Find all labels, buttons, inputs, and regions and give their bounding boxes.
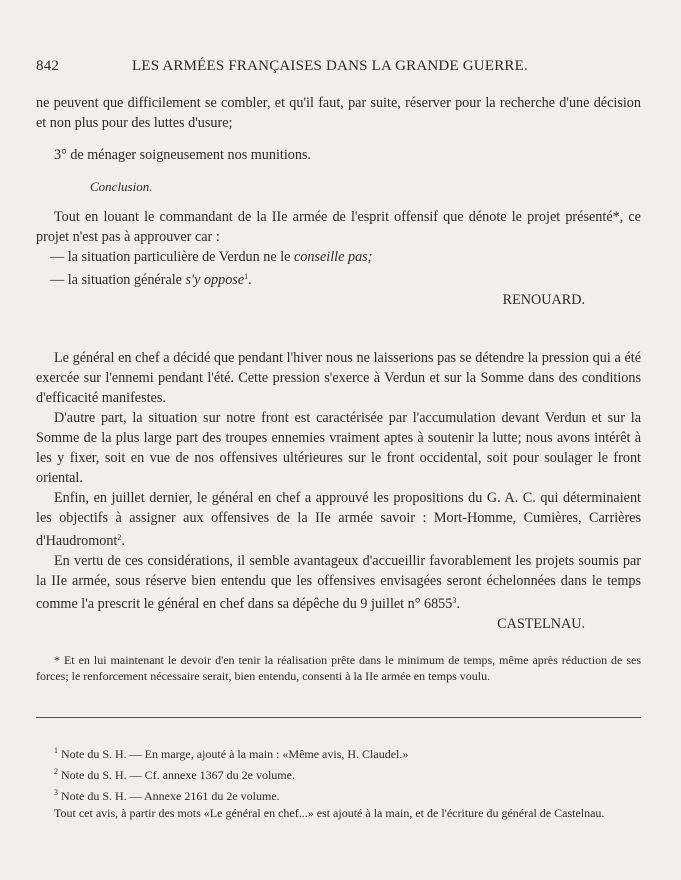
paragraph: En vertu de ces considérations, il semble avantageux d'accueillir favorablement les projets soumis par la IIe armée, sous réserve bien entendu que les offensives envisagées seront échelonnées dans le temps comme l'a prescrit le général en chef dans sa dépêche du 9 juillet n° 6855$^3$. [36, 553, 641, 612]
footnote: $^2$ Note du S. H. — Cf. annexe 1367 du 2e volume. [54, 767, 295, 782]
emphasis: conseille pas; [294, 249, 373, 265]
paragraph: 3° de ménager soigneusement nos munitions. [54, 147, 312, 163]
signature: CASTELNAU. [497, 616, 585, 632]
page-body [36, 93, 641, 684]
list-item: — la situation générale s'y oppose$^1$. [50, 272, 252, 288]
footnote-divider [36, 717, 641, 718]
paragraph: D'autre part, la situation sur notre front est caractérisée par l'accumulation devant Verdun et sur la Somme de la plus large part des troupes ennemies vraiment aptes à soutenir la lutte; nous avons intérêt à les y fixer, soit en vue de nos offensives ultérieures sur le front occidental, soit pour soulager le front oriental. [36, 410, 641, 486]
footnote: $^3$ Note du S. H. — Annexe 2161 du 2e volume. [54, 788, 280, 803]
star-note: * Et en lui maintenant le devoir d'en tenir la réalisation prête dans le minimum de temps, même après réduction de ses forces; le renforcement nécessaire serait, bien entendu, consenti à la IIe armée en temps voulu. [36, 653, 641, 683]
footnote: Tout cet avis, à partir des mots «Le général en chef...» est ajouté à la main, et de l'écriture du général de Castelnau. [54, 806, 605, 820]
list-item: — la situation particulière de Verdun ne le conseille pas; [50, 249, 373, 265]
footnote: $^1$ Note du S. H. — En marge, ajouté à la main : «Même avis, H. Claudel.» [54, 746, 409, 761]
section-heading: Conclusion. [90, 179, 153, 194]
page-number: 842 [36, 58, 60, 74]
footnote-ref: 3 [452, 596, 457, 605]
paragraph: Le général en chef a décidé que pendant l'hiver nous ne laisserions pas se détendre la pression qui a été exercée sur l'ennemi pendant l'été. Cette pression s'exerce à Verdun et sur la Somme dans des conditions d'efficacité manifestes. [36, 350, 641, 406]
paragraph: ne peuvent que difficilement se combler, et qu'il faut, par suite, réserver pour la recherche d'une décision et non plus pour des luttes d'usure; [36, 95, 641, 131]
emphasis: s'y oppose [185, 272, 245, 288]
running-title: LES ARMÉES FRANÇAISES DANS LA GRANDE GUERRE. [132, 58, 528, 74]
footnote-ref: 2 [117, 533, 122, 542]
footnote-ref: 1 [244, 272, 249, 281]
footnotes [36, 742, 641, 822]
paragraph: Enfin, en juillet dernier, le général en chef a approuvé les propositions du G. A. C. qui déterminaient les objectifs à assigner aux offensives de la IIe armée savoir : Mort-Homme, Cumières, Carrières d'Haudromont$^2$. [36, 490, 641, 549]
signature: RENOUARD. [502, 292, 585, 308]
paragraph: Tout en louant le commandant de la IIe armée de l'esprit offensif que dénote le projet présenté*, ce projet n'est pas à approuver car : [36, 209, 641, 245]
